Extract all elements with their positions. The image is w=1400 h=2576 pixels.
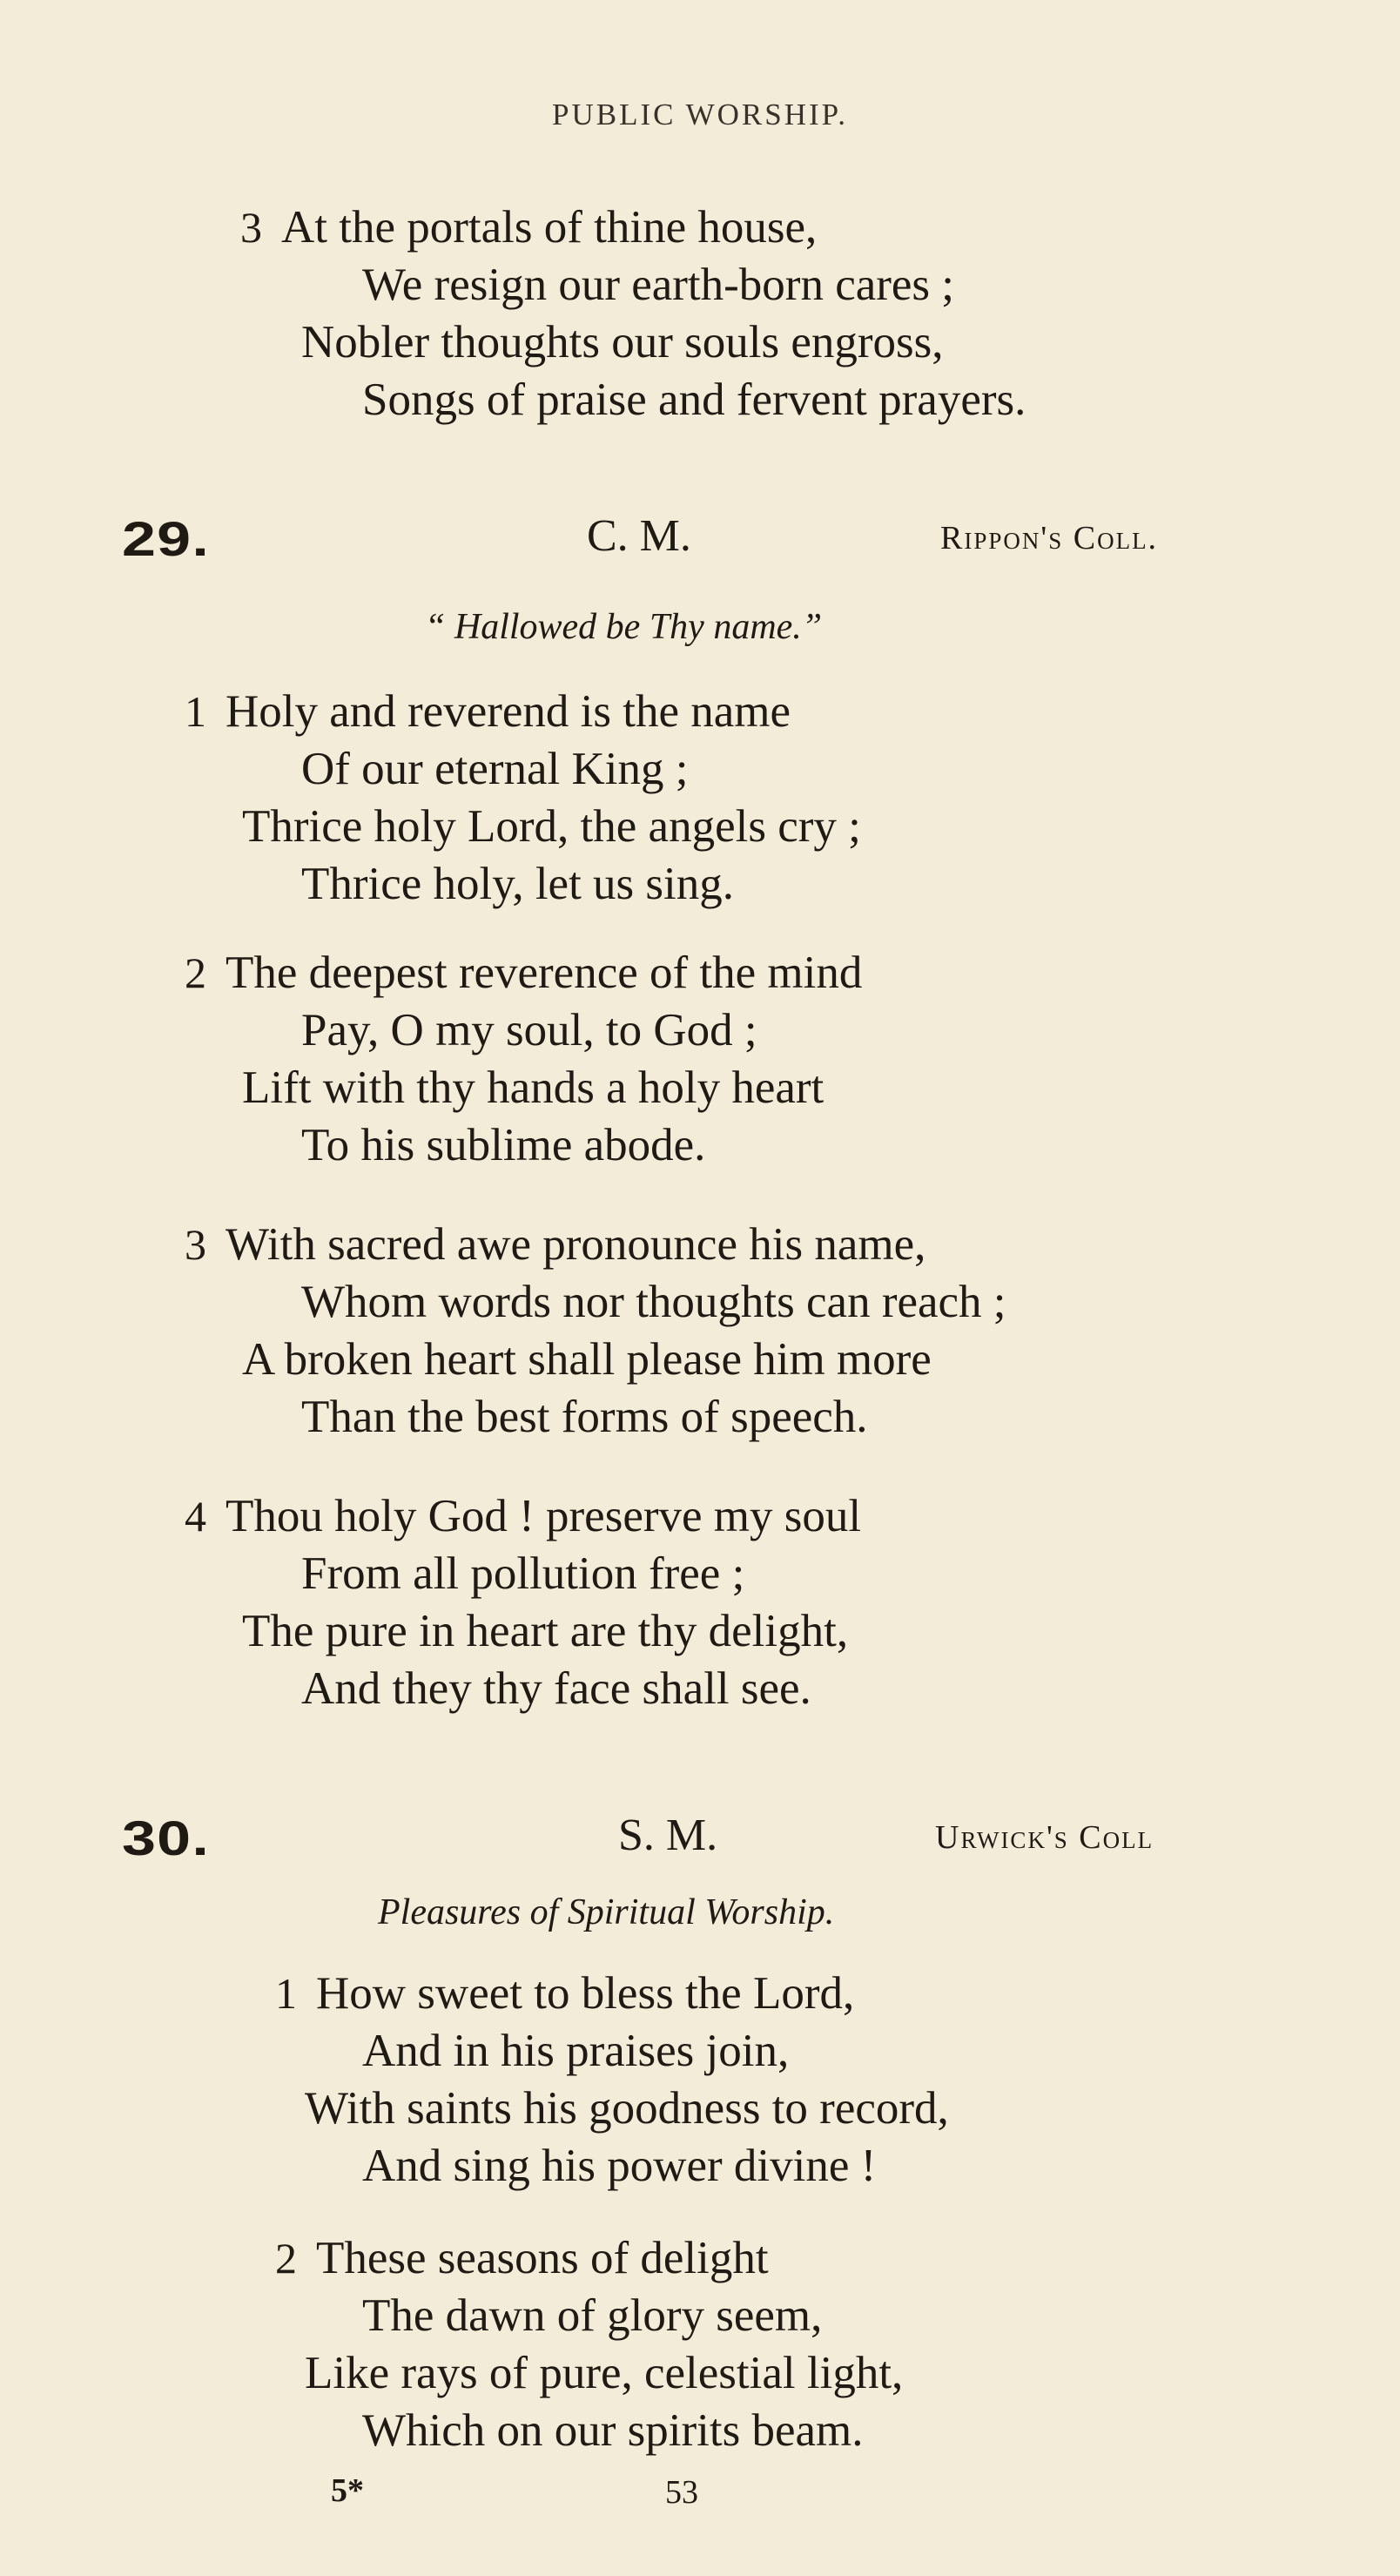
- verse-line: 3 With sacred awe pronounce his name,: [185, 1219, 926, 1270]
- hymn-subtitle: Pleasures of Spiritual Worship.: [378, 1892, 835, 1932]
- verse-number: 4: [185, 1492, 206, 1541]
- meter-label: C. M.: [587, 511, 691, 561]
- verse-number: 3: [185, 1220, 206, 1269]
- verse-line: 3 At the portals of thine house,: [240, 202, 818, 253]
- verse-number: 3: [240, 203, 262, 252]
- verse-line: Thrice holy, let us sing.: [301, 859, 735, 909]
- running-title: PUBLIC WORSHIP.: [552, 98, 848, 131]
- verse-number: 1: [275, 1969, 297, 2018]
- verse-line: 1 Holy and reverend is the name: [185, 686, 791, 737]
- verse-line: We resign our earth-born cares ;: [362, 260, 955, 310]
- hymn-number: 30.: [122, 1811, 211, 1865]
- verse-line: Like rays of pure, celestial light,: [305, 2348, 904, 2398]
- verse-line: The pure in heart are thy delight,: [242, 1606, 849, 1656]
- verse-line: And they thy face shall see.: [301, 1663, 811, 1714]
- verse-number: 2: [185, 948, 206, 997]
- verse-line: Lift with thy hands a holy heart: [242, 1062, 825, 1113]
- verse-line: 2 These seasons of delight: [275, 2233, 769, 2283]
- verse-line: Thrice holy Lord, the angels cry ;: [242, 801, 861, 852]
- verse-line: Of our eternal King ;: [301, 744, 689, 794]
- hymn-number: 29.: [122, 511, 211, 566]
- meter-label: S. M.: [618, 1811, 718, 1860]
- verse-line: 2 The deepest reverence of the mind: [185, 947, 863, 998]
- page-number: 53: [665, 2474, 698, 2511]
- verse-line: Which on our spirits beam.: [362, 2405, 864, 2456]
- verse-line: Nobler thoughts our souls engross,: [301, 317, 944, 368]
- verse-line: To his sublime abode.: [301, 1120, 706, 1170]
- collection-attribution: Urwick's Coll: [935, 1819, 1154, 1856]
- verse-line: And in his praises join,: [362, 2026, 790, 2076]
- verse-line: Whom words nor thoughts can reach ;: [301, 1277, 1006, 1327]
- verse-line: Pay, O my soul, to God ;: [301, 1005, 757, 1055]
- verse-number: 1: [185, 687, 206, 736]
- verse-line: 1 How sweet to bless the Lord,: [275, 1968, 855, 2019]
- verse-line: With saints his goodness to record,: [305, 2083, 949, 2134]
- verse-number: 2: [275, 2234, 297, 2283]
- collection-attribution: Rippon's Coll.: [940, 520, 1159, 556]
- hymn-subtitle: “ Hallowed be Thy name.”: [425, 607, 823, 647]
- verse-line: From all pollution free ;: [301, 1548, 745, 1599]
- verse-line: 4 Thou holy God ! preserve my soul: [185, 1491, 862, 1541]
- verse-line: Than the best forms of speech.: [301, 1392, 868, 1442]
- verse-line: A broken heart shall please him more: [242, 1334, 932, 1385]
- signature-mark: 5*: [331, 2472, 364, 2509]
- verse-line: And sing his power divine !: [362, 2141, 877, 2191]
- verse-line: Songs of praise and fervent prayers.: [362, 374, 1026, 425]
- verse-line: The dawn of glory seem,: [362, 2290, 823, 2341]
